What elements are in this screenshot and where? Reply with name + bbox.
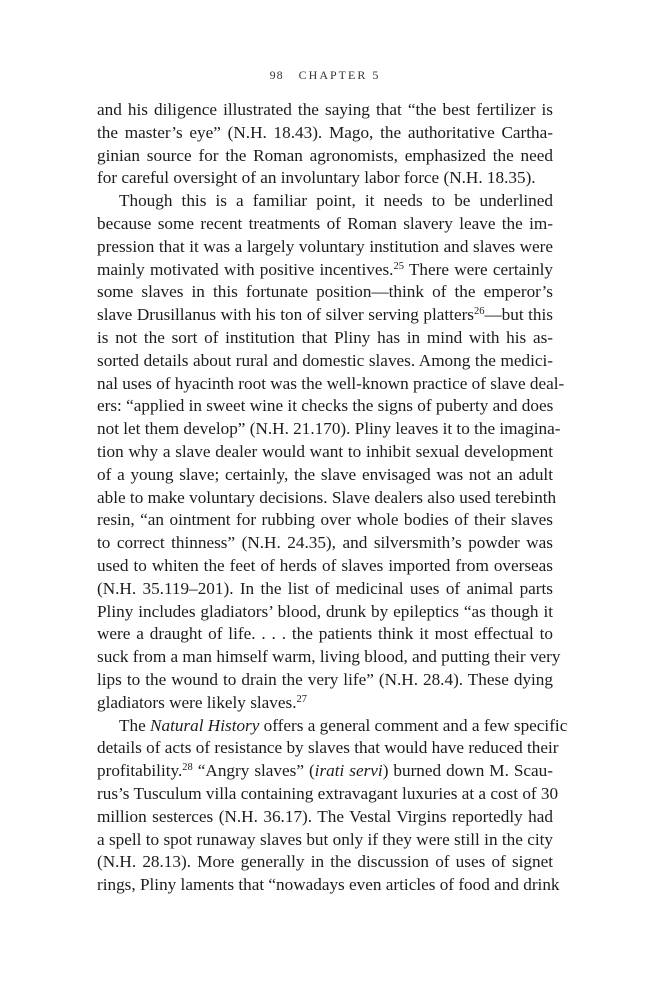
text-segment: to correct thinness” (N.H. 24.35), and silversmith’s powder was	[97, 533, 553, 553]
text-line	[97, 509, 553, 532]
text-segment: Pliny includes gladiators’ blood, drunk by epileptics “as though it	[97, 601, 553, 621]
text-line	[97, 760, 553, 783]
text-segment: million sesterces (N.H. 36.17). The Vestal Virgins reportedly had	[97, 806, 553, 826]
text-line	[97, 259, 553, 282]
text-line	[97, 281, 553, 304]
chapter-label: CHAPTER 5	[298, 68, 381, 82]
text-line	[97, 646, 561, 669]
text-segment: nal uses of hyacinth root was the well-known practice of slave deal-	[97, 373, 565, 393]
footnote-marker: 25	[393, 260, 404, 272]
text-segment: offers a general comment and a few specific	[259, 715, 568, 735]
text-segment: ) burned down M. Scau-	[382, 761, 553, 781]
text-segment: not let them develop” (N.H. 21.170). Pliny leaves it to the imagina-	[97, 419, 561, 439]
text-line	[97, 555, 553, 578]
text-segment: mainly motivated with positive incentives.	[97, 259, 394, 279]
text-segment: There were certainly	[403, 259, 553, 279]
text-line	[97, 806, 553, 829]
text-segment: (N.H. 28.13). More generally in the discussion of uses of signet	[97, 852, 553, 872]
paragraph	[97, 99, 553, 190]
text-line	[97, 578, 553, 601]
text-segment: rus’s Tusculum villa containing extravagant luxuries at a cost of 30	[97, 783, 559, 803]
text-line	[97, 669, 553, 692]
text-segment: lips to the wound to drain the very life” (N.H. 28.4). These dying	[97, 669, 553, 689]
text-line	[97, 623, 553, 646]
text-segment: Though this is a familiar point, it needs to be underlined	[119, 191, 553, 211]
text-segment: is not the sort of institution that Pliny has in mind with his as-	[97, 327, 553, 347]
text-segment: of a young slave; certainly, the slave envisaged was not an adult	[97, 464, 553, 484]
text-line	[97, 601, 553, 624]
paragraph	[97, 715, 568, 897]
text-line	[97, 350, 553, 373]
text-line	[97, 829, 553, 852]
text-line	[97, 487, 557, 510]
text-segment: able to make voluntary decisions. Slave dealers also used terebinth	[97, 487, 557, 507]
text-segment: for careful oversight of an involuntary labor force (N.H. 18.35).	[97, 168, 536, 188]
text-line	[97, 783, 559, 806]
text-segment: because some recent treatments of Roman slavery leave the im-	[97, 213, 553, 233]
text-segment: tion why a slave dealer would want to inhibit sexual development	[97, 441, 553, 461]
text-line	[97, 715, 568, 738]
text-line	[97, 851, 553, 874]
footnote-marker: 27	[296, 693, 308, 705]
text-segment: the master’s eye” (N.H. 18.43). Mago, the authoritative Cartha-	[97, 122, 553, 142]
text-line	[97, 418, 561, 441]
text-line	[97, 167, 553, 190]
text-line	[97, 532, 553, 555]
text-segment: profitability.	[97, 761, 183, 781]
text-segment: ginian source for the Roman agronomists, emphasized the need	[97, 145, 553, 165]
text-segment: were a draught of life. . . . the patients think it most effectual to	[97, 624, 553, 644]
italic-text: Natural History	[150, 715, 260, 735]
text-line	[97, 190, 553, 213]
text-segment: The	[119, 715, 151, 735]
text-line	[97, 373, 565, 396]
text-line	[97, 236, 553, 259]
text-line	[97, 464, 553, 487]
text-segment: gladiators were likely slaves.	[97, 692, 297, 712]
text-segment: used to whiten the feet of herds of slaves imported from overseas	[97, 555, 553, 575]
page-number: 98	[269, 68, 284, 82]
running-head	[0, 68, 650, 83]
text-line	[97, 395, 553, 418]
text-segment: and his diligence illustrated the saying that “the best fertilizer is	[97, 100, 553, 119]
text-segment: resin, “an ointment for rubbing over whole bodies of their slaves	[97, 510, 553, 530]
paragraph	[97, 190, 565, 714]
footnote-marker: 26	[473, 306, 485, 318]
text-line	[97, 145, 553, 168]
text-line	[97, 213, 553, 236]
text-segment: slave Drusillanus with his ton of silver serving platters	[97, 305, 474, 325]
body-text	[97, 99, 568, 897]
text-segment: suck from a man himself warm, living blood, and putting their very	[97, 647, 561, 667]
text-segment: pression that it was a largely voluntary institution and slaves were	[97, 236, 553, 256]
text-line	[97, 99, 553, 122]
text-line	[97, 441, 553, 464]
text-segment: ers: “applied in sweet wine it checks the signs of puberty and does	[97, 396, 554, 416]
text-line	[97, 737, 559, 760]
text-line	[97, 327, 553, 350]
text-line	[97, 874, 560, 897]
text-segment: rings, Pliny laments that “nowadays even articles of food and drink	[97, 875, 560, 895]
text-line	[97, 692, 553, 715]
italic-text: irati servi	[314, 761, 383, 781]
text-segment: some slaves in this fortunate position—think of the emperor’s	[97, 282, 553, 302]
text-line	[97, 122, 553, 145]
text-segment: sorted details about rural and domestic slaves. Among the medici-	[97, 350, 553, 370]
text-segment: details of acts of resistance by slaves that would have reduced their	[97, 738, 559, 758]
footnote-marker: 28	[182, 762, 193, 774]
text-segment: a spell to spot runaway slaves but only if they were still in the city	[97, 829, 553, 849]
text-segment: —but this	[484, 305, 553, 325]
text-line	[97, 304, 553, 327]
text-segment: “Angry slaves” (	[192, 761, 315, 781]
text-segment: (N.H. 35.119–201). In the list of medicinal uses of animal parts	[97, 578, 553, 598]
